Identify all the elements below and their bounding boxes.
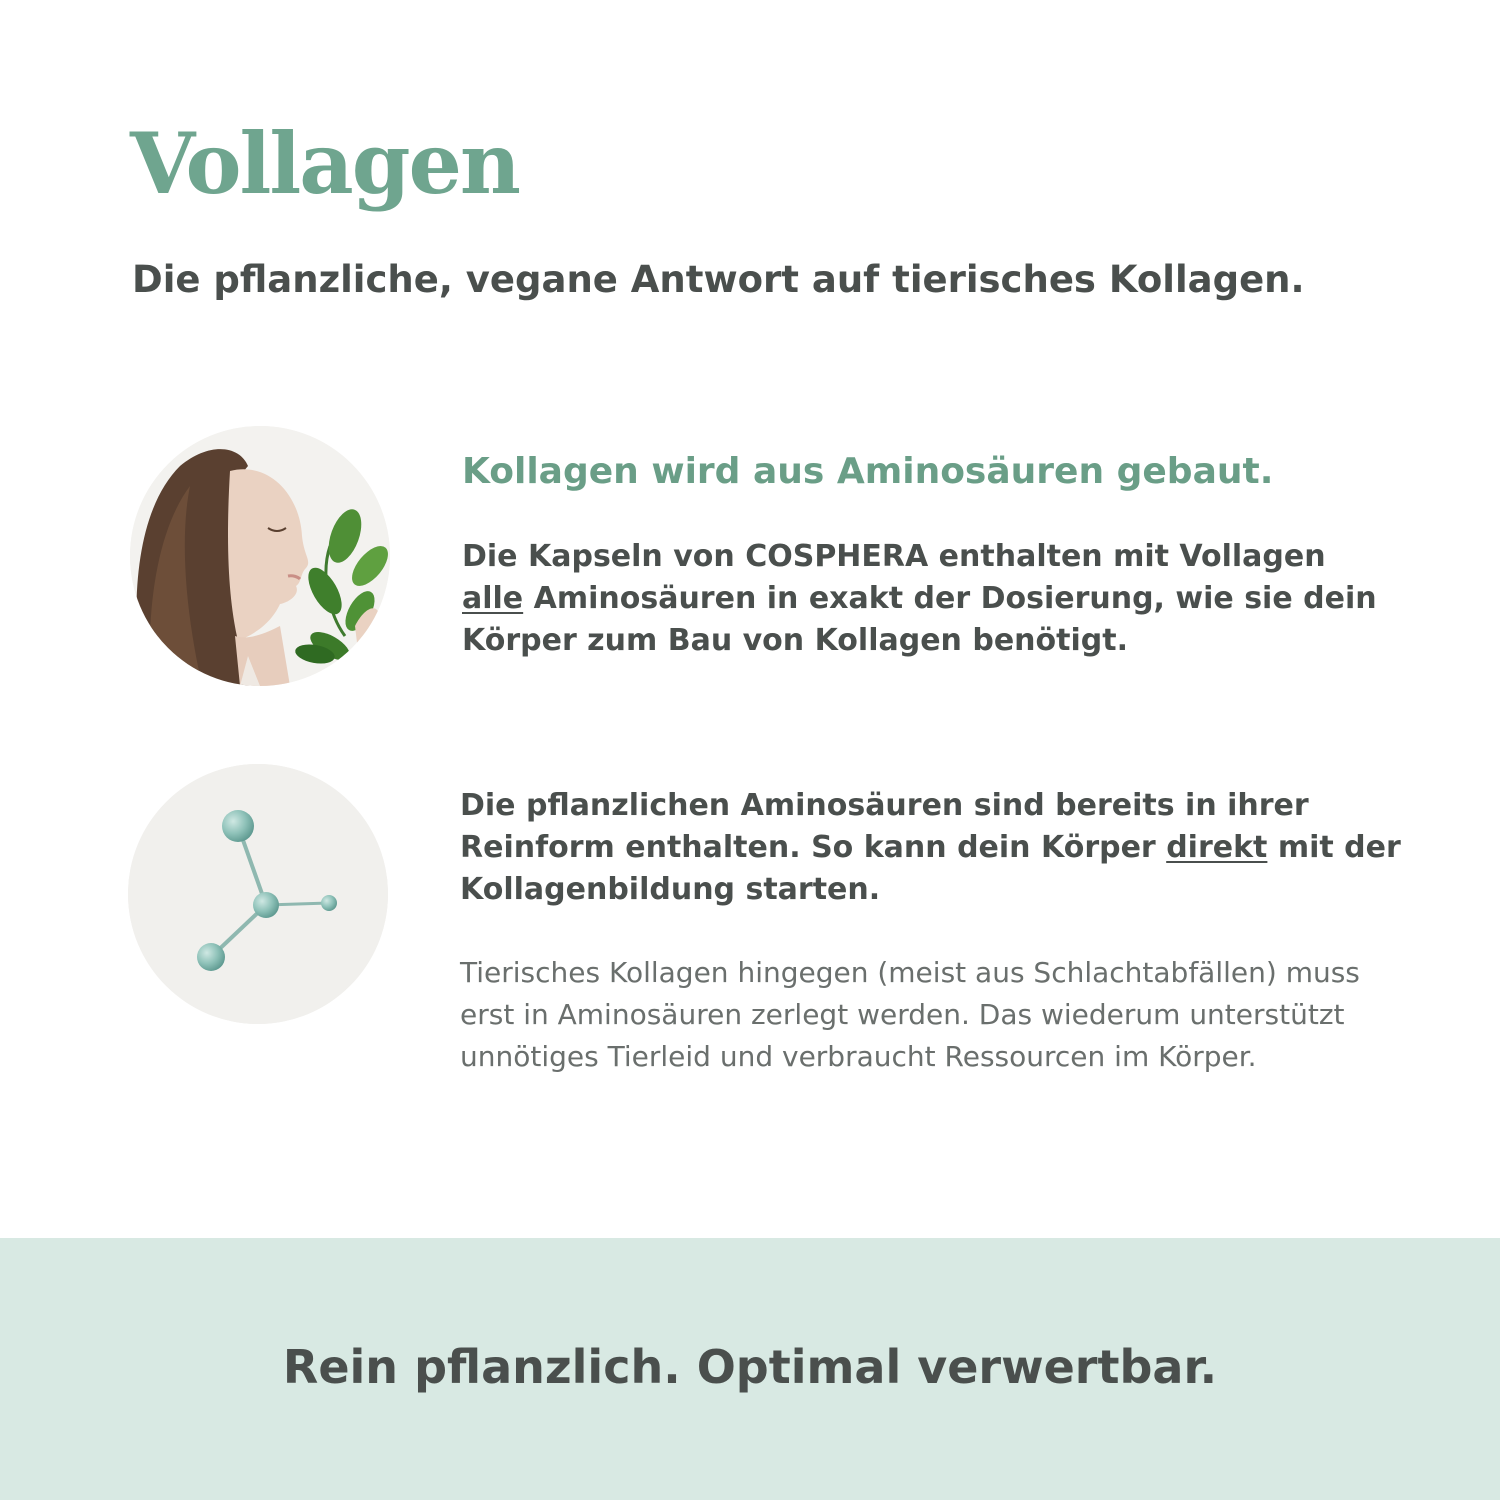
page-subtitle: Die pflanzliche, vegane Antwort auf tierisches Kollagen. [132, 258, 1305, 301]
page-title: Vollagen [130, 114, 519, 213]
footer-tagline: Rein pflanzlich. Optimal verwertbar. [282, 1340, 1218, 1394]
section2-text-part1: Die pflanzlichen Aminosäuren sind bereits in ihrer Reinform enthalten. So kann dein Körper [460, 788, 1309, 865]
woman-with-leaves-photo [130, 426, 390, 686]
section2-body [460, 785, 1420, 911]
section2-emphasis: direkt [1166, 830, 1268, 865]
section1-text-part1: Die Kapseln von COSPHERA enthalten mit Vollagen [462, 539, 1326, 574]
footer-banner [0, 1238, 1500, 1500]
section1-body [462, 536, 1422, 662]
section1-text-part2: Aminosäuren in exakt der Dosierung, wie sie dein Körper zum Bau von Kollagen benötigt. [462, 581, 1377, 658]
section1-heading: Kollagen wird aus Aminosäuren gebaut. [462, 451, 1274, 492]
section2-text-part2: mit der Kollagenbildung starten. [460, 830, 1401, 907]
molecule-icon [128, 764, 388, 1024]
molecule-illustration [128, 764, 388, 1024]
section1-emphasis: alle [462, 581, 524, 616]
woman-with-leaves-illustration [130, 426, 390, 686]
section2-note: Tierisches Kollagen hingegen (meist aus Schlachtabfällen) muss erst in Aminosäuren zerlegt werden. Das wiederum unterstützt unnötiges Tierleid und verbraucht Ressourcen im Körper. [460, 956, 1360, 1073]
